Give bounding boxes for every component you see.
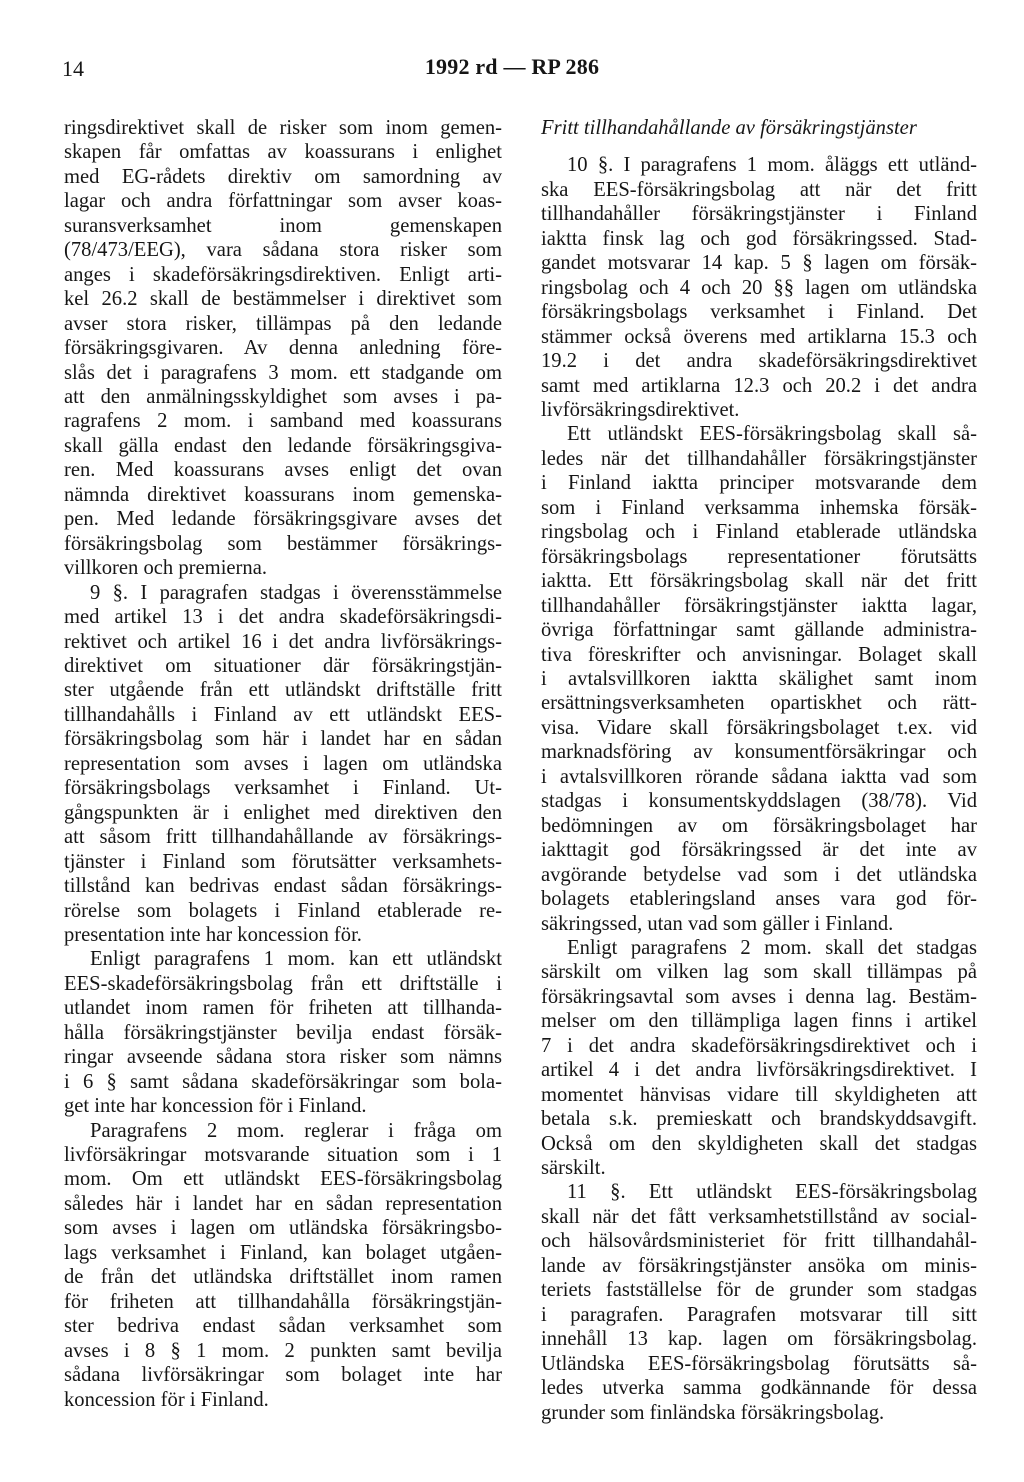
text-line: direktivet om situationer där försäkringstjän- bbox=[64, 654, 502, 677]
text-line: och hälsovårdsministeriet för fritt tillhandahål- bbox=[541, 1230, 977, 1253]
text-line: momentet hänvisas vidare till skyldigheten att bbox=[541, 1083, 977, 1106]
text-line: ledes när det tillhandahåller försäkringstjänster bbox=[541, 447, 977, 470]
text-line: för friheten att tillhandahålla försäkringstjän- bbox=[64, 1290, 502, 1313]
text-line: således här i landet har en sådan representation bbox=[64, 1192, 502, 1215]
text-line: försäkringsbolag som här i landet har en sådan bbox=[64, 728, 502, 751]
text-line: tillhandahåller försäkringstjänster i Finland bbox=[541, 203, 977, 226]
paragraph bbox=[541, 422, 977, 936]
text-line: gandet motsvarar 14 kap. 5 § lagen om försäk- bbox=[541, 252, 977, 275]
running-head: 1992 rd — RP 286 bbox=[424, 54, 600, 79]
paragraph bbox=[64, 581, 502, 948]
text-line: tillhandahåller försäkringstjänster iaktta lagar, bbox=[541, 594, 977, 617]
text-line: bedömningen av om försäkringsbolaget har bbox=[541, 814, 977, 837]
section-heading: Fritt tillhandahållande av försäkringstjänster bbox=[541, 117, 917, 139]
text-line: sådana livförsäkringar som bolaget inte har bbox=[64, 1364, 502, 1387]
text-line: kel 26.2 skall de bestämmelser i direktivet som bbox=[64, 288, 502, 311]
text-line: försäkringsbolags verksamhet i Finland. Ut- bbox=[64, 777, 502, 800]
text-line: skall när det fått verksamhetstillstånd av social- bbox=[541, 1205, 977, 1228]
text-line: 11 §. Ett utländskt EES-försäkringsbolag bbox=[567, 1181, 977, 1204]
text-line: stämmer också överens med artiklarna 15.3 och bbox=[541, 325, 977, 348]
text-line: suransverksamhet inom gemenskapen bbox=[64, 214, 502, 237]
text-line: presentation inte har koncession för. bbox=[64, 923, 362, 946]
text-line: tillhandahålls i Finland av ett utländskt EES- bbox=[64, 703, 502, 726]
text-line: koncession för i Finland. bbox=[64, 1388, 269, 1411]
text-line: lags verksamhet i Finland, kan bolaget utgåen- bbox=[64, 1241, 502, 1264]
text-line: teriets fastställelse för de grunder som stadgas bbox=[541, 1279, 977, 1302]
text-line: lagar och andra författningar som avser koas- bbox=[64, 190, 502, 213]
text-line: i avtalsvillkoren rörande sådana iaktta vad som bbox=[541, 765, 977, 788]
text-line: ragrafens 2 mom. i samband med koassurans bbox=[64, 410, 502, 433]
paragraph bbox=[64, 116, 502, 581]
paragraph bbox=[541, 153, 977, 422]
text-line: 9 §. I paragrafen stadgas i överensstämmelse bbox=[90, 581, 502, 604]
text-line: ren. Med koassurans avses enligt det ovan bbox=[64, 459, 502, 482]
text-line: Paragrafens 2 mom. reglerar i fråga om bbox=[90, 1119, 502, 1142]
text-line: iakttagit god försäkringssed är det inte av bbox=[541, 839, 977, 862]
text-line: get inte har koncession för i Finland. bbox=[64, 1095, 367, 1118]
text-line: särskilt om vilken lag som skall tillämpas på bbox=[541, 961, 977, 984]
text-line: försäkringsbolags verksamhet i Finland. Det bbox=[541, 301, 977, 324]
text-line: innehåll 13 kap. lagen om försäkringsbolag. bbox=[541, 1328, 977, 1351]
text-line: med artikel 13 i det andra skadeförsäkringsdi- bbox=[64, 606, 502, 629]
text-line: ster utgående från ett utländskt driftställe fritt bbox=[64, 679, 502, 702]
text-line: betala s.k. premieskatt och brandskyddsavgift. bbox=[541, 1108, 977, 1131]
text-line: ster bedriva endast sådan verksamhet som bbox=[64, 1315, 502, 1338]
text-line: i paragrafen. Paragrafen motsvarar till sitt bbox=[541, 1303, 977, 1326]
text-line: artikel 4 i det andra livförsäkringsdirektivet. I bbox=[541, 1059, 977, 1082]
text-line: Utländska EES-försäkringsbolag förutsätts så- bbox=[541, 1352, 977, 1375]
text-line: de från det utländska driftstället inom ramen bbox=[64, 1266, 502, 1289]
text-line: grunder som finländska försäkringsbolag. bbox=[541, 1401, 885, 1424]
text-line: livförsäkringar motsvarande situation som i 1 bbox=[64, 1144, 502, 1167]
text-line: iaktta. Ett försäkringsbolag skall när det fritt bbox=[541, 570, 977, 593]
paragraph bbox=[541, 936, 977, 1181]
paragraph bbox=[64, 1119, 502, 1412]
text-line: ska EES-försäkringsbolag att när det fritt bbox=[541, 178, 977, 201]
text-line: försäkringsgivaren. Av denna anledning före- bbox=[64, 337, 502, 360]
text-line: ledes utverka samma godkännande för dessa bbox=[541, 1377, 977, 1400]
text-line: hålla försäkringstjänster bevilja endast försäk- bbox=[64, 1021, 502, 1044]
text-line: visa. Vidare skall försäkringsbolaget t.ex. vid bbox=[541, 716, 977, 739]
text-line: villkoren och premierna. bbox=[64, 557, 268, 580]
text-line: Också om den skyldigheten skall det stadgas bbox=[541, 1132, 977, 1155]
text-line: försäkringsavtal som avses i denna lag. Bestäm- bbox=[541, 985, 977, 1008]
text-line: gångspunkten är i enlighet med direktiven den bbox=[64, 801, 502, 824]
text-line: iaktta finsk lag och god försäkringssed. Stad- bbox=[541, 227, 977, 250]
text-line: EES-skadeförsäkringsbolag från ett driftställe i bbox=[64, 972, 502, 995]
text-line: tillstånd kan bedrivas endast sådan försäkrings- bbox=[64, 875, 502, 898]
text-line: Enligt paragrafens 2 mom. skall det stadgas bbox=[567, 936, 977, 959]
text-line: nämnda direktivet koassurans inom gemenska- bbox=[64, 483, 502, 506]
text-line: bolagets etableringsland anses vara god för- bbox=[541, 888, 977, 911]
text-line: Ett utländskt EES-försäkringsbolag skall så- bbox=[567, 423, 977, 446]
text-line: marknadsföring av konsumentförsäkringar och bbox=[541, 741, 977, 764]
text-line: slås det i paragrafens 3 mom. ett stadgande om bbox=[64, 361, 502, 384]
text-line: tjänster i Finland som förutsätter verksamhets- bbox=[64, 850, 502, 873]
text-line: rörelse som bolagets i Finland etablerade re- bbox=[64, 899, 502, 922]
text-line: att den anmälningsskyldighet som avses i pa- bbox=[64, 385, 502, 408]
text-line: samt med artiklarna 12.3 och 20.2 i det andra bbox=[541, 374, 977, 397]
text-line: skall gälla endast den ledande försäkringsgiva- bbox=[64, 434, 502, 457]
text-line: 10 §. I paragrafens 1 mom. åläggs ett utländ- bbox=[567, 154, 977, 177]
text-line: pen. Med ledande försäkringsgivare avses det bbox=[64, 508, 502, 531]
text-line: försäkringsbolags representationer förutsätts bbox=[541, 545, 977, 568]
text-line: ringsbolag och i Finland etablerade utländska bbox=[541, 521, 977, 544]
text-line: melser om den tillämpliga lagen finns i artikel bbox=[541, 1010, 977, 1033]
left-column bbox=[64, 116, 502, 1412]
text-line: tiva föreskrifter och anvisningar. Bolaget skall bbox=[541, 643, 977, 666]
text-line: i Finland iaktta principer motsvarande dem bbox=[541, 472, 977, 495]
text-line: mom. Om ett utländskt EES-försäkringsbolag bbox=[64, 1168, 502, 1191]
paragraph bbox=[64, 947, 502, 1118]
text-line: ringar avseende sådana stora risker som nämns bbox=[64, 1046, 502, 1069]
text-line: ringsbolag och 4 och 20 §§ lagen om utländska bbox=[541, 276, 977, 299]
text-line: ringsdirektivet skall de risker som inom gemen- bbox=[64, 117, 502, 139]
text-line: Enligt paragrafens 1 mom. kan ett utländskt bbox=[90, 948, 502, 971]
text-line: säkringssed, utan vad som gäller i Finland. bbox=[541, 912, 894, 935]
text-line: skapen får omfattas av koassurans i enlighet bbox=[64, 141, 502, 164]
text-line: 7 i det andra skadeförsäkringsdirektivet och i bbox=[541, 1034, 977, 1057]
text-line: som avses i lagen om utländska försäkringsbo- bbox=[64, 1217, 502, 1240]
text-line: försäkringsbolag som bestämmer försäkrings- bbox=[64, 532, 502, 555]
text-line: lande av försäkringstjänster ansöka om minis- bbox=[541, 1254, 977, 1277]
text-line: livförsäkringsdirektivet. bbox=[541, 398, 740, 421]
text-line: avser stora risker, tillämpas på den ledande bbox=[64, 312, 502, 335]
text-line: rektivet och artikel 16 i det andra livförsäkrings- bbox=[64, 630, 502, 653]
text-line: avgörande betydelse vad som i det utländska bbox=[541, 863, 977, 886]
text-line: särskilt. bbox=[541, 1157, 606, 1180]
text-line: i 6 § samt sådana skadeförsäkringar som bola- bbox=[64, 1070, 502, 1093]
text-line: stadgas i konsumentskyddslagen (38/78). Vid bbox=[541, 790, 977, 813]
text-line: att såsom fritt tillhandahållande av försäkrings- bbox=[64, 826, 502, 849]
text-line: representation som avses i lagen om utländska bbox=[64, 752, 502, 775]
text-line: (78/473/EEG), vara sådana stora risker som bbox=[64, 239, 502, 262]
paragraph bbox=[541, 1180, 977, 1425]
page-number: 14 bbox=[62, 56, 84, 81]
text-line: som i Finland verksamma inhemska försäk- bbox=[541, 496, 977, 519]
text-line: övriga författningar samt gällande administra- bbox=[541, 619, 977, 642]
text-line: anges i skadeförsäkringsdirektiven. Enligt arti- bbox=[64, 263, 502, 286]
text-line: 19.2 i det andra skadeförsäkringsdirektivet bbox=[541, 350, 977, 373]
text-line: utlandet inom ramen för friheten att tillhanda- bbox=[64, 997, 502, 1020]
right-column bbox=[541, 116, 977, 1425]
text-line: avses i 8 § 1 mom. 2 punkten samt bevilja bbox=[64, 1339, 502, 1362]
text-line: i avtalsvillkoren iaktta skälighet samt inom bbox=[541, 667, 977, 690]
text-line: med EG-rådets direktiv om samordning av bbox=[64, 165, 502, 188]
text-line: ersättningsverksamheten opartiskhet och rätt- bbox=[541, 692, 977, 715]
